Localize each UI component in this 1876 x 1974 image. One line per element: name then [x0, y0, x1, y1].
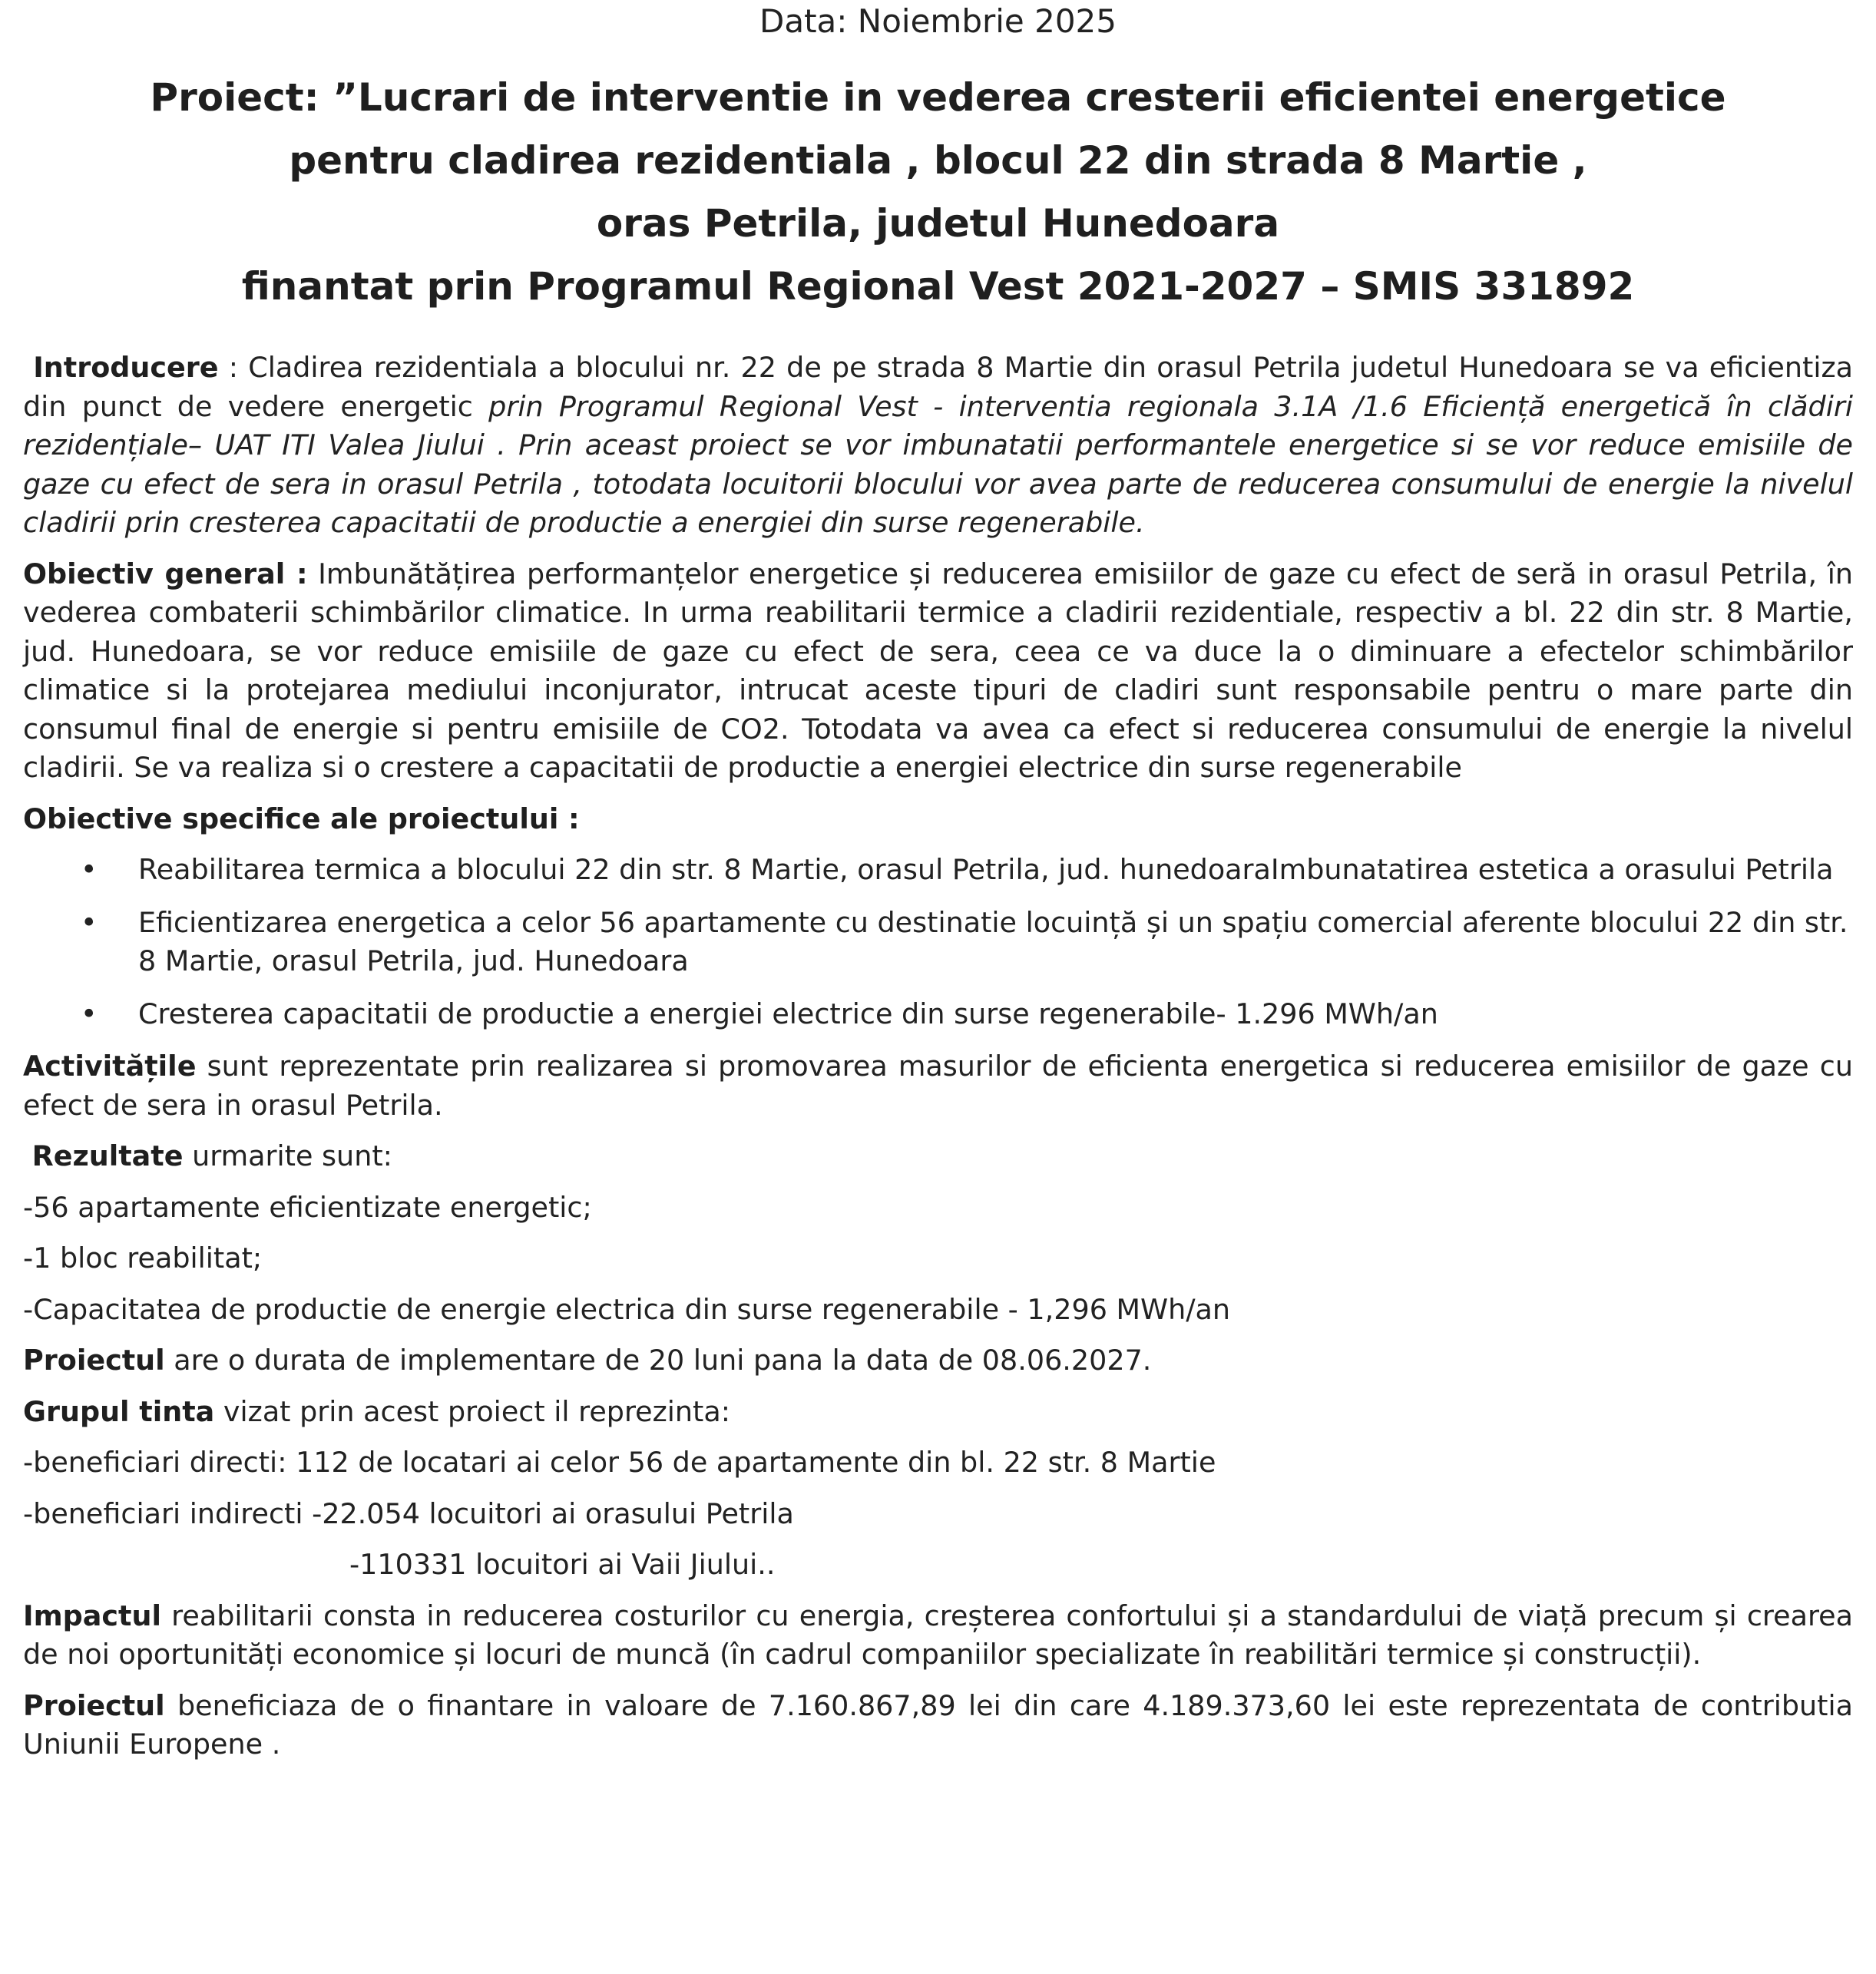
specific-objectives-label: Obiective specifice ale proiectului : [23, 802, 580, 835]
bullet-icon: • [81, 997, 98, 1030]
project-title [23, 66, 1853, 318]
title-line-4: finantat prin Programul Regional Vest 2021-2027 – SMIS 331892 [241, 264, 1635, 309]
duration-text: are o durata de implementare de 20 luni pana la data de 08.06.2027. [164, 1344, 1152, 1377]
intro-separator: : [218, 351, 249, 384]
title-line-3: oras Petrila, judetul Hunedoara [596, 201, 1280, 246]
list-item-text: Eficientizarea energetica a celor 56 apartamente cu destinatie locuință și un spațiu comercial aferente blocului 22 din str. 8 Martie, orasul Petrila, jud. Hunedoara [138, 905, 1848, 977]
impact-label: Impactul [23, 1599, 161, 1632]
bullet-icon: • [81, 905, 98, 939]
result-line-1: -56 apartamente eficientizate energetic; [23, 1190, 592, 1224]
result-line-2: -1 bloc reabilitat; [23, 1242, 263, 1275]
general-objective-text: Imbunătățirea performanțelor energetice și reducerea emisiilor de gaze cu efect de seră in orasul Petrila, în vederea combaterii schimbărilor climatice. In urma reabilitarii termice a cladirii rezidentiale, respectiv a bl. 22 din str. 8 Martie, jud. Hunedoara, se vor reduce emisiile de gaze cu efect de sera, ceea ce va duce la o diminuare a efectelor schimbărilor climatice si la protejarea mediului inconjurator, intrucat aceste tipuri de cladiri sunt responsabile pentru o mare parte din consumul final de energie si pentru emisiile de CO2. Totodata va avea ca efect si reducerea consumului de energie la nivelul cladirii. Se va realiza si o crestere a capacitatii de productie a energiei electrice din surse regenerabile [23, 557, 1854, 784]
duration-paragraph [23, 1341, 1853, 1380]
intro-label: Introducere [33, 351, 219, 384]
impact-text: reabilitarii consta in reducerea costurilor cu energia, creșterea confortului și a standardului de viață precum și crearea de noi oportunități economice și locuri de muncă (în cadrul companiilor specializate în reabilitări termice și construcții). [23, 1599, 1853, 1671]
specific-objectives-list [23, 851, 1853, 1033]
list-item [23, 851, 1853, 890]
impact-paragraph [23, 1597, 1853, 1675]
activities-label: Activitățile [23, 1050, 197, 1083]
result-line-3: -Capacitatea de productie de energie electrica din surse regenerabile - 1,296 MWh/an [23, 1292, 1231, 1326]
target-direct-beneficiaries: -beneficiari directi: 112 de locatari ai celor 56 de apartamente din bl. 22 str. 8 Martie [23, 1446, 1216, 1479]
duration-label: Proiectul [23, 1344, 165, 1377]
list-item-text: Cresterea capacitatii de productie a energiei electrice din surse regenerabile- 1.296 MWh/an [138, 997, 1438, 1030]
funding-paragraph [23, 1687, 1853, 1764]
document-date: Data: Noiembrie 2025 [759, 2, 1117, 40]
specific-objectives-heading [23, 800, 1853, 839]
list-item-text: Reabilitarea termica a blocului 22 din str. 8 Martie, orasul Petrila, jud. hunedoaraImbunatatirea estetica a orasului Petrila [138, 853, 1834, 886]
target-group-label: Grupul tinta [23, 1394, 215, 1428]
target-indirect-beneficiaries-valley: -110331 locuitori ai Vaii Jiului.. [349, 1548, 776, 1581]
intro-text: Cladirea rezidentiala a blocului nr. 22 de pe strada 8 Martie din orasul Petrila judetul Hunedoara se va eficientiza din punct de vedere energetic [23, 351, 1853, 423]
intro-italic-text: prin Programul Regional Vest - interventia regionala 3.1A /1.6 Eficiență energetică în clădiri rezidențiale– UAT ITI Valea Jiului . Prin aceast proiect se vor imbunatatii performantele energetice si se vor reduce emisiile de gaze cu efect de sera in orasul Petrila , totodata locuitorii blocului vor avea parte de reducerea consumului de energie la nivelul cladirii prin cresterea capacitatii de productie a energiei din surse regenerabile. [23, 389, 1853, 539]
target-group-text: vizat prin acest proiect il reprezinta: [214, 1394, 731, 1428]
title-line-2: pentru cladirea rezidentiala , blocul 22 din strada 8 Martie , [289, 138, 1587, 183]
list-item [23, 904, 1853, 981]
general-objective-paragraph [23, 555, 1853, 788]
target-indirect-beneficiaries: -beneficiari indirecti -22.054 locuitori ai orasului Petrila [23, 1496, 794, 1530]
activities-text: sunt reprezentate prin realizarea si promovarea masurilor de eficienta energetica si reducerea emisiilor de gaze cu efect de sera in orasul Petrila. [23, 1050, 1853, 1122]
results-text: urmarite sunt: [183, 1139, 392, 1172]
intro-paragraph [23, 349, 1853, 543]
results-label: Rezultate [31, 1139, 184, 1172]
title-line-1: Proiect: ”Lucrari de interventie in vederea cresterii eficientei energetice [150, 75, 1726, 120]
funding-label: Proiectul [23, 1688, 165, 1722]
funding-text: beneficiaza de o finantare in valoare de 7.160.867,89 lei din care 4.189.373,60 lei este reprezentata de contributia Uniunii Europene . [23, 1688, 1853, 1761]
results-heading [23, 1137, 1853, 1176]
activities-paragraph [23, 1047, 1853, 1125]
general-objective-label: Obiectiv general : [23, 557, 308, 590]
target-group-paragraph [23, 1393, 1853, 1432]
list-item [23, 995, 1853, 1034]
bullet-icon: • [81, 853, 98, 886]
